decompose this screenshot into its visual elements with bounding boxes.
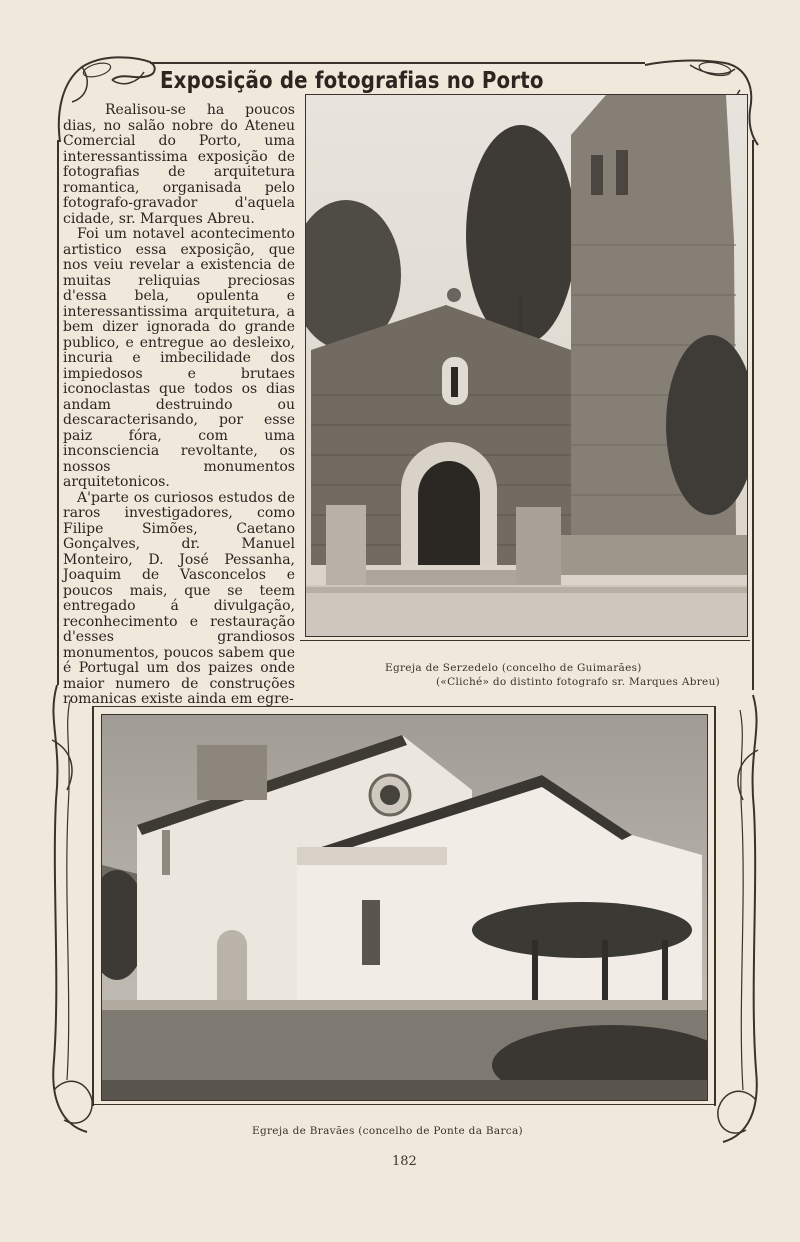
article-paragraph: Foi um notavel acontecimento artistico essa exposição, que nos veiu revelar a existencia de muitas reliquias preciosas d'essa bela, opulenta e interessantissima arquitetura, a bem dizer ignorada do grande publico, e entregue ao desleixo, incuria e imbecilidade dos impiedosos e brutaes iconoclastas que todos os dias andam destruindo ou descaracterisando, por esse paiz fóra, com uma inconsciencia revoltante, os nossos monumentos arquitetonicos. (63, 226, 295, 490)
photo-bravaes-church (101, 714, 708, 1101)
side-ornament-left (42, 680, 102, 1140)
frame-left-line (57, 140, 59, 685)
frame-lower-bottom-line (92, 1104, 716, 1105)
figure-caption: Egreja de Bravães (concelho de Ponte da Barca) (252, 1125, 523, 1137)
frame-divider-line (300, 640, 750, 641)
page-number: 182 (392, 1154, 417, 1169)
figure-credit: («Cliché» do distinto fotografo sr. Marques Abreu) (436, 676, 721, 688)
frame-right-line (752, 140, 754, 690)
figure-caption: Egreja de Serzedelo (concelho de Guimarães) (385, 662, 642, 674)
article-title: Exposição de fotografias no Porto (160, 68, 544, 94)
side-ornament-right (708, 690, 768, 1150)
article-paragraph: Realisou-se ha poucos dias, no salão nobre do Ateneu Comercial do Porto, uma interessantissima exposição de fotografias de arquitetura romantica, organisada pelo fotografo-gravador d'aquela cidade, sr. Marques Abreu. (63, 102, 295, 227)
photo-serzedelo-church (305, 94, 748, 637)
article-paragraph: A'parte os curiosos estudos de raros investigadores, como Filipe Simões, Caetano Gonçalves, dr. Manuel Monteiro, D. José Pessanha, Joaquim de Vasconcelos e poucos mais, que se teem entregado á divulgação, reconhecimento e restauração d'esses grandiosos monumentos, poucos sabem que é Portugal um dos paizes onde maior numero de construções romanicas existe ainda em egre- (63, 489, 295, 707)
article-body (63, 103, 295, 708)
frame-top-line (150, 62, 645, 64)
